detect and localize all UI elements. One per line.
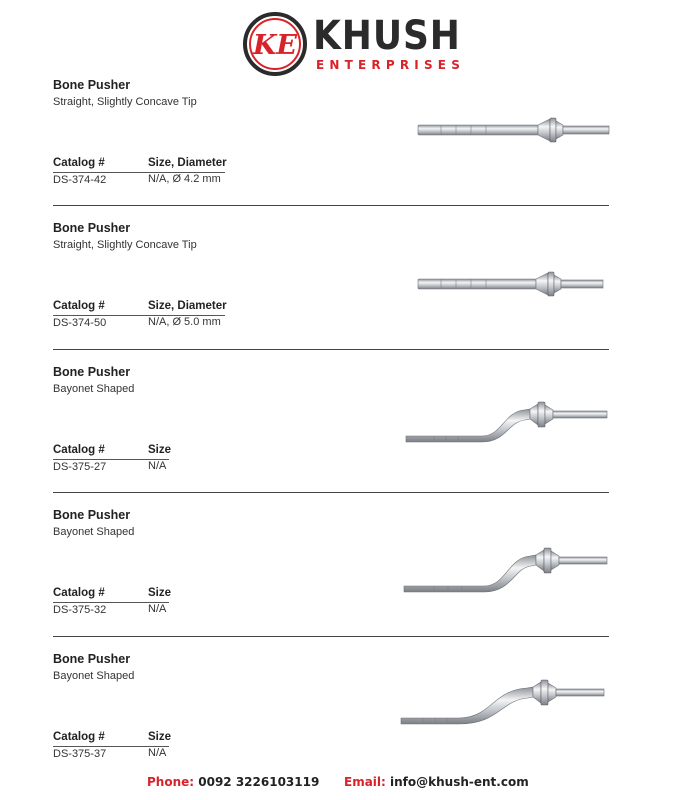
bayonet-instrument-image [402,544,610,596]
bayonet-instrument-image [404,398,610,446]
logo-icon [243,12,307,76]
catalog-header: Catalog # [53,157,105,169]
product-title: Bone Pusher [53,221,131,235]
product-4 [0,508,689,650]
catalog-number: DS-375-32 [53,604,107,616]
product-subtitle: Straight, Slightly Concave Tip [53,96,197,108]
phone-contact [147,775,319,789]
product-1 [0,78,689,220]
section-divider [53,636,609,637]
product-subtitle: Bayonet Shaped [53,670,135,682]
size-header: Size, Diameter [148,157,227,169]
footer [0,773,689,793]
brand-name: KHUSH [313,13,461,59]
size-header: Size [148,731,172,743]
brand-tagline: ENTERPRISES [316,58,466,72]
product-subtitle: Bayonet Shaped [53,526,135,538]
catalog-header: Catalog # [53,587,105,599]
catalog-number: DS-375-37 [53,748,107,760]
size-value: N/A, Ø 5.0 mm [148,316,221,328]
catalog-header: Catalog # [53,300,105,312]
email-contact [344,775,529,789]
catalog-number: DS-374-50 [53,317,107,329]
catalog-header: Catalog # [53,444,105,456]
section-divider [53,492,609,493]
email-address[interactable]: info@khush-ent.com [390,775,529,789]
product-title: Bone Pusher [53,78,131,92]
product-subtitle: Bayonet Shaped [53,383,135,395]
size-value: N/A, Ø 4.2 mm [148,173,221,185]
product-title: Bone Pusher [53,508,131,522]
header [0,0,689,80]
catalog-number: DS-374-42 [53,174,107,186]
product-2 [0,221,689,363]
straight-instrument-image [416,116,612,144]
section-divider [53,349,609,350]
size-value: N/A [148,603,167,615]
phone-label: Phone: [147,775,195,789]
size-header: Size [148,444,172,456]
product-subtitle: Straight, Slightly Concave Tip [53,239,197,251]
size-value: N/A [148,747,167,759]
catalog-header: Catalog # [53,731,105,743]
product-title: Bone Pusher [53,365,131,379]
size-header: Size [148,587,172,599]
catalog-number: DS-375-27 [53,461,107,473]
product-title: Bone Pusher [53,652,131,666]
bayonet-instrument-image [399,676,609,734]
size-value: N/A [148,460,167,472]
phone-number: 0092 3226103119 [198,775,320,789]
email-label: Email: [344,775,386,789]
straight-instrument-image [416,270,612,298]
logo-mark: KE [252,30,298,61]
section-divider [53,205,609,206]
product-3 [0,365,689,507]
size-header: Size, Diameter [148,300,227,312]
